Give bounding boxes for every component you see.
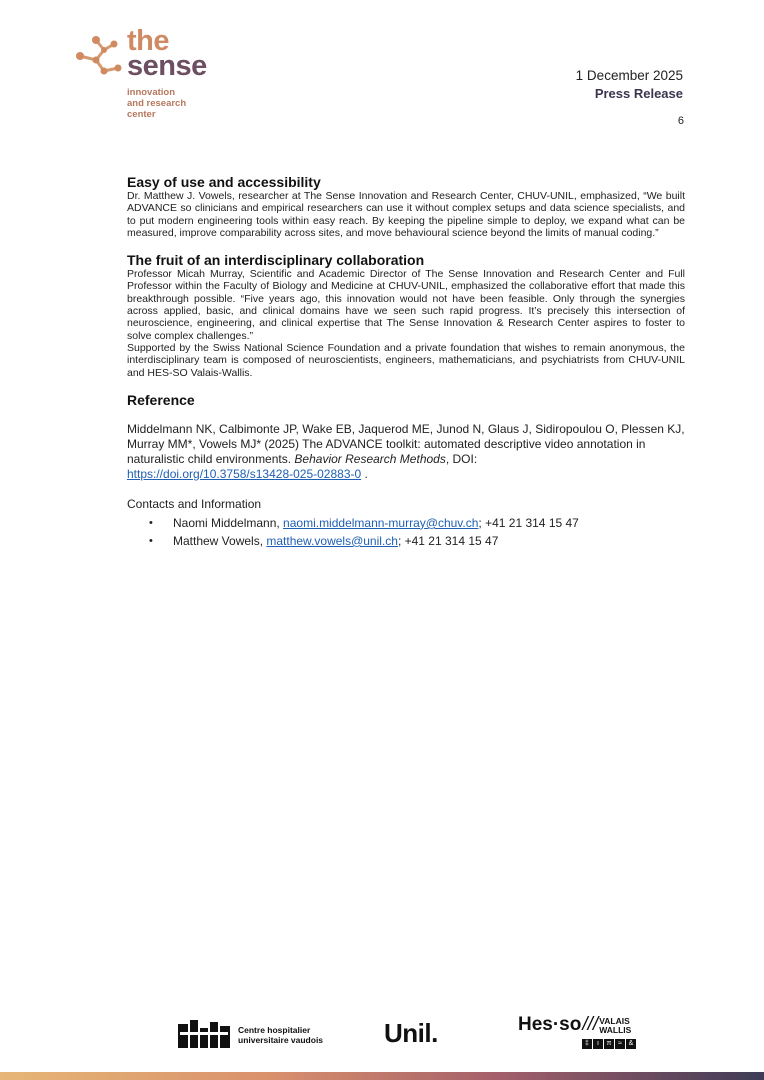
contact-item [127,514,685,532]
symbol-box: ≈ [615,1039,625,1049]
paragraph-ease-of-use: Dr. Matthew J. Vowels, researcher at The Sense Innovation and Research Center, CHUV-UNIL, emphasized, “We built ADVANCE so clinicians and empirical researchers can use it without complex setups and data science specialists, and to put modern engineering tools within easy reach. By keeping the pipeline simple to deploy, we expand what can be measured, improve comparability across sites, and move behavioural science beyond the limits of manual coding.” [127,190,685,239]
symbol-box: π [604,1039,614,1049]
chuv-name-line: Centre hospitalier [238,1025,311,1035]
doi-link[interactable]: https://doi.org/10.3758/s13428-025-02883-0 [127,466,362,481]
footer-gradient-bar [0,1072,764,1080]
region-line: VALAIS [599,1016,630,1026]
hes-so-slash-icon: /// [582,1014,599,1035]
paragraph-collaboration-quote: Professor Micah Murray, Scientific and Academic Director of The Sense Innovation and Research Center and Full Professor within the Faculty of Biology and Medicine at CHUV-UNIL, emphasized the collaborative effort that made this breakthrough possible. “Five years ago, this innovation would not have been feasible. Only through the synergies across applied, basic, and clinical domains have we seen such rapid progress. It’s precisely this intersection of neuroscience, engineering, and clinical expertise that The Sense Innovation & Research Center aspires to foster to solve complex challenges.” [127,268,685,342]
tagline-line: center [127,109,156,120]
the-sense-wordmark [127,25,207,82]
document-body [127,172,685,550]
citation-authors-title: Middelmann NK, Calbimonte JP, Wake EB, Jaquerod ME, Junod N, Glaus J, Sidiropoulou O, Plessen KJ, Murray MM*, Vowels MJ* (2025) The ADVANCE toolkit: automated descriptive video annotation in naturalistic child environments. [127,421,685,466]
hes-so-logo [518,1014,636,1049]
contact-email-link[interactable]: naomi.middelmann-murray@chuv.ch [283,515,479,530]
contact-name: Matthew Vowels, [173,533,267,548]
release-date: 1 December 2025 [575,68,683,83]
chuv-name [238,1025,323,1045]
logo-line-1: the [127,25,169,57]
chuv-logo-icon [176,1018,232,1052]
logo-line-2: sense [127,50,207,82]
contact-name: Naomi Middelmann, [173,515,284,530]
contacts-title: Contacts and Information [127,496,262,511]
contacts-list [127,514,685,550]
unil-logo: Unil. [384,1018,438,1048]
hes-so-region [599,1017,631,1035]
contact-phone: ; +41 21 314 15 47 [397,533,499,548]
contact-item [127,532,685,550]
symbol-box: ı [593,1039,603,1049]
section-heading-collaboration: The fruit of an interdisciplinary collaboration [127,252,425,269]
reference-citation [127,422,685,482]
logo-tagline [127,87,186,120]
symbol-box: ‡ [582,1039,592,1049]
citation-end: . [361,466,368,481]
chuv-name-line: universitaire vaudois [238,1035,324,1045]
paragraph-funding: Supported by the Swiss National Science Foundation and a private foundation that wishes to remain anonymous, the interdisciplinary team is composed of neuroscientists, engineers, mathematicians, and psychiatrists from CHUV-UNIL and HES-SO Valais-Wallis. [127,341,685,379]
section-heading-ease-of-use: Easy of use and accessibility [127,174,321,190]
page-number: 6 [677,115,684,127]
hes-so-name: Hes·so [518,1014,582,1035]
contact-phone: ; +41 21 314 15 47 [478,515,579,530]
hes-so-symbol-boxes [582,1039,636,1049]
citation-doi-label: , DOI: [445,451,478,466]
the-sense-logo-icon [74,34,124,78]
section-heading-reference: Reference [127,391,195,408]
contact-email-link[interactable]: matthew.vowels@unil.ch [266,533,398,548]
tagline-line: and research [127,98,187,109]
citation-journal: Behavior Research Methods [294,451,446,466]
symbol-box: & [626,1039,636,1049]
document-type: Press Release [594,86,683,101]
chuv-logo [176,1018,323,1052]
region-line: WALLIS [599,1025,632,1035]
tagline-line: innovation [127,87,176,98]
